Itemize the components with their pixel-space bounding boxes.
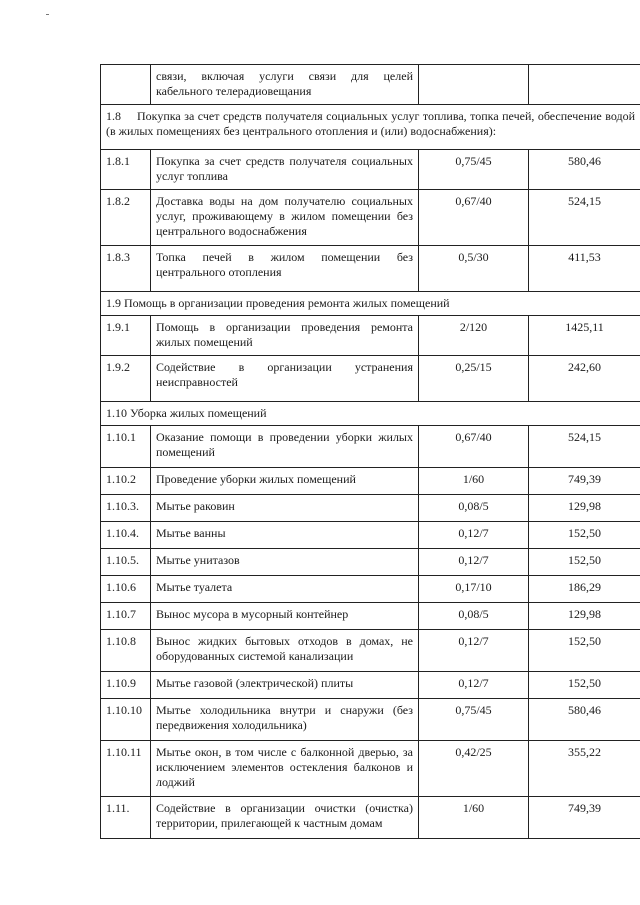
time-norm: 0,67/40 [419, 190, 529, 246]
section-row [101, 105, 640, 150]
service-name: Вынос мусора в мусорный контейнер [151, 603, 419, 630]
service-name: Топка печей в жилом помещении без центрального отопления [151, 246, 419, 292]
row-number: 1.10.1 [101, 426, 151, 468]
row-number: 1.10.8 [101, 630, 151, 672]
section-row [101, 402, 640, 426]
price: 580,46 [529, 699, 640, 741]
section-row [101, 292, 640, 316]
service-name: Содействие в организации очистки (очистка) территории, прилегающей к частным домам [151, 797, 419, 839]
table-row [101, 672, 640, 699]
table-row [101, 549, 640, 576]
service-name: Мытье ванны [151, 522, 419, 549]
table-row [101, 576, 640, 603]
table-row [101, 495, 640, 522]
price [529, 65, 640, 105]
service-name: Мытье раковин [151, 495, 419, 522]
service-name: Мытье холодильника внутри и снаружи (без передвижения холодильника) [151, 699, 419, 741]
service-name: Оказание помощи в проведении уборки жилых помещений [151, 426, 419, 468]
price: 411,53 [529, 246, 640, 292]
row-number: 1.11. [101, 797, 151, 839]
price: 129,98 [529, 603, 640, 630]
table-row [101, 699, 640, 741]
row-number: 1.10.10 [101, 699, 151, 741]
price: 1425,11 [529, 316, 640, 356]
row-number: 1.9.2 [101, 356, 151, 402]
time-norm: 0,12/7 [419, 672, 529, 699]
price: 129,98 [529, 495, 640, 522]
row-number: 1.10.3. [101, 495, 151, 522]
row-number: 1.8.1 [101, 150, 151, 190]
time-norm: 1/60 [419, 797, 529, 839]
table-row [101, 426, 640, 468]
section-title: 1.9 Помощь в организации проведения ремонта жилых помещений [101, 292, 640, 316]
table-row [101, 468, 640, 495]
scan-mark [46, 14, 49, 15]
service-name: Мытье окон, в том числе с балконной дверью, за исключением элементов остекления балконов и лоджий [151, 741, 419, 797]
price: 152,50 [529, 630, 640, 672]
service-name: Мытье туалета [151, 576, 419, 603]
table-row [101, 316, 640, 356]
row-number: 1.10.6 [101, 576, 151, 603]
row-number: 1.10.4. [101, 522, 151, 549]
table-row [101, 741, 640, 797]
service-name: Покупка за счет средств получателя социальных услуг топлива [151, 150, 419, 190]
price: 749,39 [529, 468, 640, 495]
time-norm: 1/60 [419, 468, 529, 495]
tariff-table [100, 64, 640, 839]
table-row [101, 522, 640, 549]
service-name: Мытье газовой (электрической) плиты [151, 672, 419, 699]
time-norm: 0,42/25 [419, 741, 529, 797]
price: 152,50 [529, 549, 640, 576]
row-number: 1.8.2 [101, 190, 151, 246]
section-title: 1.8 Покупка за счет средств получателя социальных услуг топлива, топка печей, обеспечение водой (в жилых помещениях без центрального отопления и (или) водоснабжения): [101, 105, 640, 150]
row-number: 1.10.9 [101, 672, 151, 699]
price: 749,39 [529, 797, 640, 839]
row-number: 1.10.5. [101, 549, 151, 576]
price: 524,15 [529, 190, 640, 246]
time-norm: 0,75/45 [419, 699, 529, 741]
service-name: связи, включая услуги связи для целей кабельного телерадиовещания [151, 65, 419, 105]
table-row [101, 603, 640, 630]
row-number: 1.10.2 [101, 468, 151, 495]
service-name: Вынос жидких бытовых отходов в домах, не оборудованных системой канализации [151, 630, 419, 672]
price: 580,46 [529, 150, 640, 190]
price: 355,22 [529, 741, 640, 797]
service-name: Помощь в организации проведения ремонта жилых помещений [151, 316, 419, 356]
time-norm [419, 65, 529, 105]
table-row [101, 246, 640, 292]
price: 186,29 [529, 576, 640, 603]
table-row [101, 65, 640, 105]
table-row [101, 797, 640, 839]
price: 524,15 [529, 426, 640, 468]
price: 152,50 [529, 522, 640, 549]
time-norm: 0,08/5 [419, 603, 529, 630]
table-row [101, 190, 640, 246]
time-norm: 0,67/40 [419, 426, 529, 468]
table-row [101, 630, 640, 672]
section-title: 1.10 Уборка жилых помещений [101, 402, 640, 426]
price: 242,60 [529, 356, 640, 402]
row-number: 1.9.1 [101, 316, 151, 356]
time-norm: 0,25/15 [419, 356, 529, 402]
section-number: 1.8 [106, 109, 121, 123]
time-norm: 0,12/7 [419, 630, 529, 672]
row-number: 1.10.7 [101, 603, 151, 630]
service-name: Содействие в организации устранения неисправностей [151, 356, 419, 402]
service-name: Проведение уборки жилых помещений [151, 468, 419, 495]
time-norm: 0,5/30 [419, 246, 529, 292]
time-norm: 0,75/45 [419, 150, 529, 190]
row-number: 1.8.3 [101, 246, 151, 292]
price: 152,50 [529, 672, 640, 699]
service-name: Доставка воды на дом получателю социальных услуг, проживающему в жилом помещении без центрального водоснабжения [151, 190, 419, 246]
table-row [101, 150, 640, 190]
time-norm: 0,17/10 [419, 576, 529, 603]
time-norm: 2/120 [419, 316, 529, 356]
row-number: 1.10.11 [101, 741, 151, 797]
time-norm: 0,12/7 [419, 522, 529, 549]
service-name: Мытье унитазов [151, 549, 419, 576]
row-number [101, 65, 151, 105]
table-row [101, 356, 640, 402]
time-norm: 0,12/7 [419, 549, 529, 576]
time-norm: 0,08/5 [419, 495, 529, 522]
